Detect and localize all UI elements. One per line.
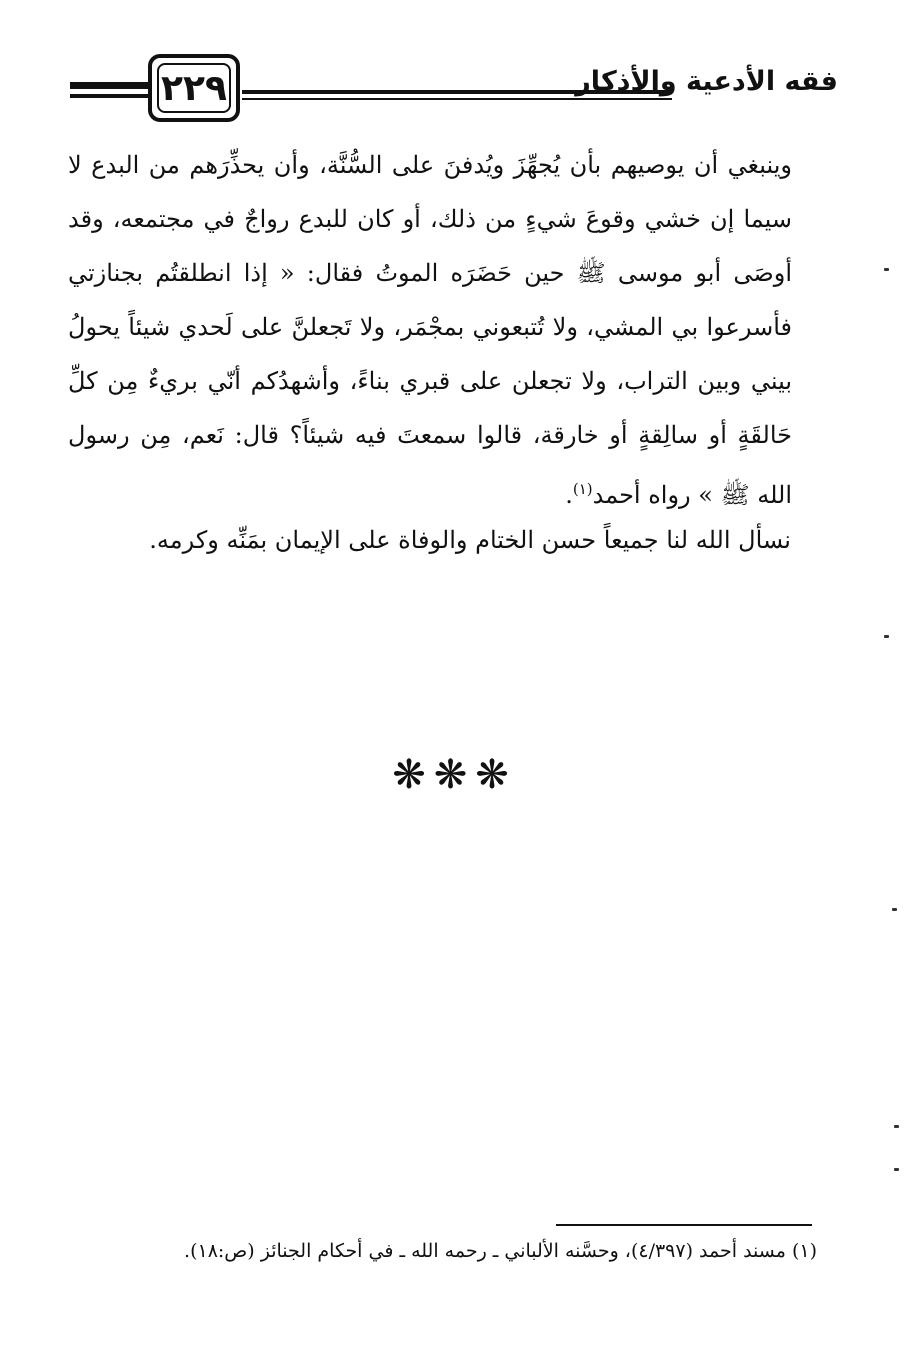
closing-prayer: نسأل الله لنا جميعاً حسن الختام والوفاة على الإيمان بمَنِّه وكرمه. [149,526,791,554]
margin-mark [894,1168,899,1171]
footnote: (١) مسند أحمد (٤/٣٩٧)، وحسَّنه الألباني ـ رحمه الله ـ في أحكام الجنائز (ص:١٨). [184,1240,817,1262]
section-separator: ❋❋❋ [392,752,517,798]
paragraph-period: . [565,481,573,509]
page-number-box [148,54,240,122]
page-header [70,50,838,128]
footnote-reference: (١) [572,480,593,498]
book-title: فقه الأدعية والأذكار [575,66,838,97]
margin-mark [894,1125,899,1128]
page-number: ٢٢٩ [161,67,227,109]
header-rule-left-thin [70,94,150,98]
margin-mark [884,635,889,638]
header-rule-left [70,82,150,89]
paragraph-text: وينبغي أن يوصيهم بأن يُجهِّزَ ويُدفنَ على السُّنَّة، وأن يحذِّرَهم من البدع لا سيما إن خشي وقوعَ شيءٍ من ذلك، أو كان للبدع رواجٌ في مجتمعه، وقد أوصَى أبو موسى ﷺ حين حَضَرَه الموتُ فقال: « إذا انطلقتُم بجنازتي فأسرعوا بي المشي، ولا تُتبعوني بمجْمَر، ولا تَجعلنَّ على لَحدي شيئاً يحولُ بيني وبين التراب، ولا تجعلن على قبري بناءً، وأشهدُكم أنّي بريءٌ مِن كلِّ حَالقَةٍ أو سالِقةٍ أو خارقة، قالوا سمعتَ فيه شيئاً؟ قال: نَعم، مِن رسول الله ﷺ » رواه أحمد [68,151,792,509]
main-paragraph [68,138,840,522]
margin-mark [892,908,897,911]
footnote-divider [556,1224,812,1226]
margin-mark [884,268,889,271]
header-rule-right-thin [242,98,672,100]
